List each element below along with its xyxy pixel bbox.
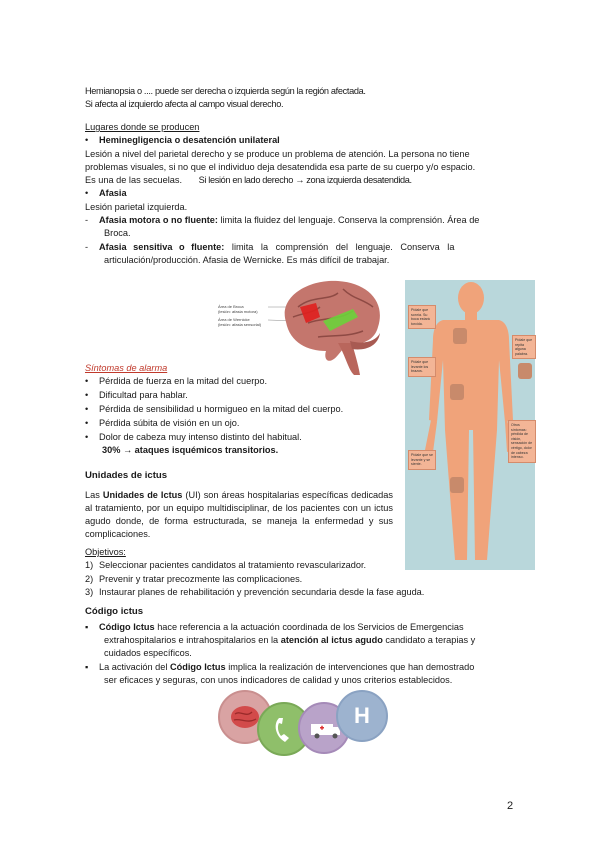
brain-label-broca: Área de Broca: [218, 304, 244, 309]
codigo-bullet-2-line-2: ser eficaces y seguras, con unos indicadores de calidad y unos criterios establecidos.: [104, 675, 453, 685]
sintoma-item: • Dificultad para hablar.: [85, 390, 188, 400]
sintoma-item: • Pérdida de sensibilidad u hormigueo en la mitad del cuerpo.: [85, 404, 344, 414]
lugares-item-1: • Heminegligencia o desatención unilateral: [85, 135, 280, 145]
hospital-letter: H: [354, 703, 370, 728]
sintomas-heading: Síntomas de alarma: [85, 363, 168, 373]
sub1-title: Afasia motora o no fluente:: [99, 215, 218, 225]
sub1-line-2: Broca.: [104, 228, 131, 238]
intro-line-2: Si afecta al izquierdo afecta al campo visual derecho.: [85, 99, 284, 109]
sub2-text: limita la comprensión del lenguaje. Conserva la: [224, 242, 455, 252]
item2-title: Afasia: [99, 188, 127, 198]
stroke-signs-figure: [405, 280, 535, 570]
face-icon-3: [450, 384, 464, 400]
brain-illustration: [268, 277, 388, 377]
objetivos-heading: Objetivos:: [85, 547, 126, 557]
objetivo-item: 1) Seleccionar pacientes candidatos al tratamiento revascularizador.: [85, 560, 367, 570]
sintomas-note: 30% → ataques isquémicos transitorios.: [102, 445, 279, 455]
item1-line-2: problemas visuales, si no que el individuo deja desatendida esa parte de su cuerpo y/o espacio.: [85, 162, 476, 172]
sintoma-item: • Pérdida súbita de visión en un ojo.: [85, 418, 240, 428]
callout-smile: Pídale que sonría. Su boca estará torcida.: [408, 305, 436, 329]
sub-item-1: - Afasia motora o no fluente: limita la fluidez del lenguaje. Conserva la comprensión. Área de: [85, 215, 480, 225]
item2-line-1: Lesión parietal izquierda.: [85, 202, 188, 212]
item1-line-3a: Es una de las secuelas.: [85, 175, 183, 185]
sub2-line-2: articulación/producción. Afasia de Wernicke. Es más difícil de trabajar.: [104, 255, 390, 265]
unidades-paragraph: Las Unidades de Ictus (UI) son áreas hospitalarias específicas dedicadas al tratamiento, por un equipo multidisciplinar, de los pacientes con un ictus agudo donde, de forma estructurada, se maneja la enfermedad y sus complicaciones.: [85, 490, 393, 539]
face-icon-1: [453, 328, 467, 344]
item1-line-3: [85, 174, 412, 187]
lugares-heading: Lugares donde se producen: [85, 122, 200, 132]
lugares-item-2: • Afasia: [85, 188, 127, 198]
page-number: 2: [507, 800, 514, 812]
item1-title: Heminegligencia o desatención unilateral: [99, 135, 280, 145]
sintomas-list: [85, 375, 343, 445]
callout-other: Otros síntomas: pérdida de visión, sensación de vértigo, dolor de cabeza intenso.: [508, 420, 536, 463]
unidades-heading: Unidades de ictus: [85, 470, 168, 481]
brain-label-broca-sub: (lesión: afasia motora): [218, 309, 258, 314]
sintoma-item: • Dolor de cabeza muy intenso distinto del habitual.: [85, 432, 302, 442]
brain-image: [218, 277, 388, 377]
callout-stand: Pídale que se levante y se siente.: [408, 450, 436, 470]
sub1-text: limita la fluidez del lenguaje. Conserva la comprensión. Área de: [217, 215, 480, 225]
sub2-title: Afasia sensitiva o fluente:: [99, 242, 225, 252]
hospital-circle-icon: [336, 690, 388, 742]
sintoma-item: • Pérdida de fuerza en la mitad del cuerpo.: [85, 376, 268, 386]
sub-item-2: - Afasia sensitiva o fluente: limita la comprensión del lenguaje. Conserva la: [85, 242, 455, 252]
callout-repeat: Pídale que repita alguna palabra.: [512, 335, 536, 359]
item1-line-1: Lesión a nivel del parietal derecho y se produce un problema de atención. La persona no tiene: [85, 149, 470, 159]
stroke-chain-graphic: [218, 690, 390, 754]
objetivo-item: 3) Instaurar planes de rehabilitación y prevención secundaria desde la fase aguda.: [85, 587, 425, 597]
codigo-bullet-1: ▪ Código Ictus hace referencia a la actuación coordinada de los Servicios de Emergencias: [85, 622, 464, 632]
intro-line-1: Hemianopsia o .... puede ser derecha o izquierda según la región afectada.: [85, 86, 366, 96]
brain-label-wernicke: Área de Wernicke: [218, 317, 250, 322]
item1-line-3b: Si lesión en lado derecho → zona izquierda desatendida.: [198, 175, 412, 185]
codigo-bullet-2: ▪ La activación del Código Ictus implica la realización de intervenciones que han demostrado: [85, 662, 475, 672]
codigo-bullet-1-line-3: cuidados específicos.: [104, 648, 192, 658]
objetivos-list: [85, 559, 424, 600]
codigo-heading: Código ictus: [85, 606, 144, 617]
brain-label-wernicke-sub: (lesión: afasia sensorial): [218, 322, 262, 327]
callout-arms: Pídale que levante los brazos.: [408, 357, 436, 377]
objetivo-item: 2) Prevenir y tratar precozmente las complicaciones.: [85, 573, 303, 584]
face-icon-4: [450, 477, 464, 493]
codigo-bullet-1-line-2: extrahospitalarios e intrahospitalarios en la atención al ictus agudo candidato a terapias y: [104, 635, 476, 645]
face-icon-2: [518, 363, 532, 379]
